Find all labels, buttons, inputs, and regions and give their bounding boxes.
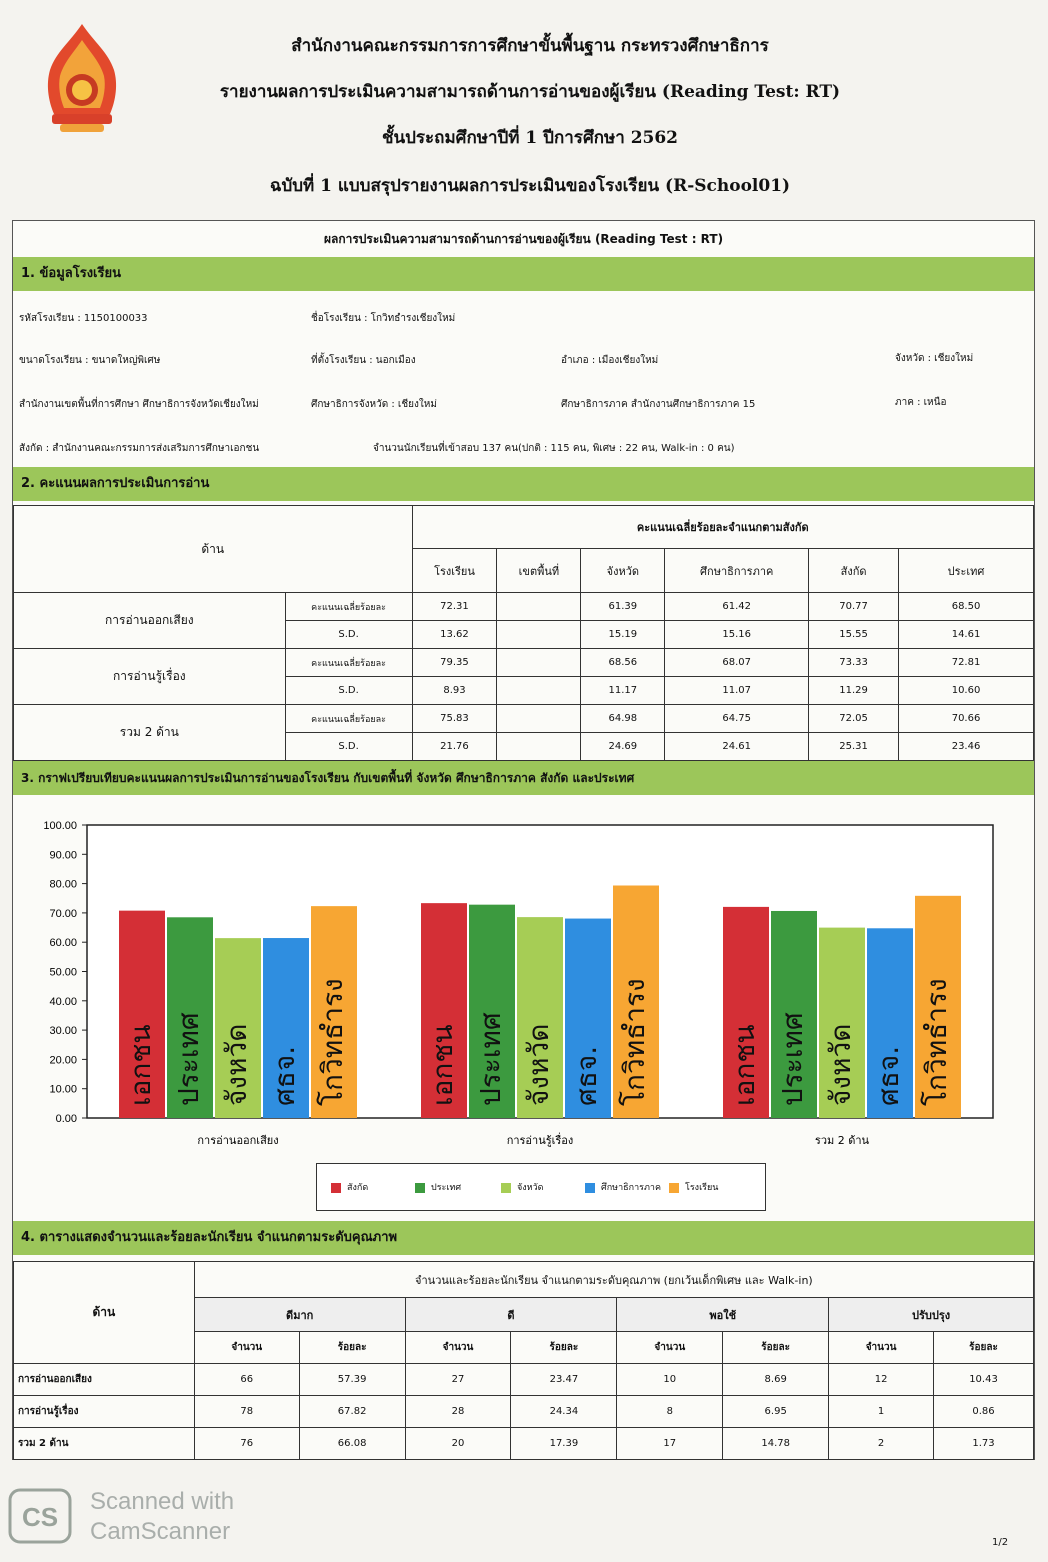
legend-item <box>669 1180 718 1194</box>
count-header: จำนวน <box>829 1332 934 1364</box>
percent-header: ร้อยละ <box>511 1332 617 1364</box>
legend-swatch <box>415 1183 425 1193</box>
cell: 15.16 <box>665 621 809 649</box>
cell: 24.69 <box>581 733 665 761</box>
legend-label: ประเทศ <box>431 1183 462 1193</box>
mean-label: คะแนนเฉลี่ยร้อยละ <box>285 705 412 733</box>
cell: 17.39 <box>511 1428 617 1460</box>
cell: 72.81 <box>899 649 1034 677</box>
cell: 61.42 <box>665 593 809 621</box>
bar-label: เอกชน <box>426 1024 459 1106</box>
cell: 14.61 <box>899 621 1034 649</box>
bar-label: เอกชน <box>124 1024 157 1106</box>
cell: 57.39 <box>299 1364 405 1396</box>
cell: 13.62 <box>412 621 497 649</box>
y-tick-label: 10.00 <box>49 1083 77 1096</box>
cell: 64.75 <box>665 705 809 733</box>
cell <box>497 593 581 621</box>
cell: 70.77 <box>809 593 899 621</box>
cell: 24.34 <box>511 1396 617 1428</box>
y-tick-label: 80.00 <box>49 878 77 891</box>
row-aspect-name: การอ่านรู้เรื่อง <box>14 649 286 705</box>
cell: 1 <box>829 1396 934 1428</box>
header-line-4: ฉบับที่ 1 แบบสรุปรายงานผลการประเมินของโรงเรียน (R-School01) <box>269 176 791 196</box>
y-tick-label: 100.00 <box>43 820 77 832</box>
group-header: คะแนนเฉลี่ยร้อยละจำแนกตามสังกัด <box>412 506 1033 549</box>
percent-header: ร้อยละ <box>934 1332 1034 1364</box>
cell: 28 <box>405 1396 511 1428</box>
cell <box>497 733 581 761</box>
group-header: จำนวนและร้อยละนักเรียน จำแนกตามระดับคุณภาพ (ยกเว้นเด็กพิเศษ และ Walk-in) <box>194 1262 1033 1298</box>
cell: 6.95 <box>723 1396 829 1428</box>
level-very-good: ดีมาก <box>194 1298 405 1332</box>
row-aspect-name: รวม 2 ด้าน <box>14 1428 195 1460</box>
count-header: จำนวน <box>194 1332 299 1364</box>
cell: 8 <box>617 1396 723 1428</box>
bar-label: จังหวัด <box>522 1023 555 1106</box>
aspect-header: ด้าน <box>14 1262 195 1364</box>
cell: 2 <box>829 1428 934 1460</box>
y-tick-label: 60.00 <box>49 937 77 950</box>
cell: 21.76 <box>412 733 497 761</box>
camscanner-logo-icon <box>8 1488 72 1544</box>
legend-label: ศึกษาธิการภาค <box>601 1183 661 1193</box>
cell: 73.33 <box>809 649 899 677</box>
page-number: 1/2 <box>992 1537 1009 1548</box>
cell: 66.08 <box>299 1428 405 1460</box>
bar-label: จังหวัด <box>824 1023 857 1106</box>
cell: 67.82 <box>299 1396 405 1428</box>
region: ภาค : เหนือ <box>895 397 947 408</box>
bar-label: ศธจ. <box>872 1045 905 1106</box>
school-district: อำเภอ : เมืองเชียงใหม่ <box>561 355 659 366</box>
scanned-line-1: Scanned with <box>90 1488 235 1515</box>
bar-label: จังหวัด <box>220 1023 253 1106</box>
x-category-label: การอ่านออกเสียง <box>197 1134 279 1147</box>
bar-label: ศธจ. <box>570 1045 603 1106</box>
percent-header: ร้อยละ <box>723 1332 829 1364</box>
bar-label: โกวิทธำรง <box>920 978 953 1106</box>
aspect-header: ด้าน <box>14 506 413 593</box>
report-title: ผลการประเมินความสามารถด้านการอ่านของผู้เรียน (Reading Test : RT) <box>13 221 1034 258</box>
x-category-label: การอ่านรู้เรื่อง <box>506 1134 574 1147</box>
cell: 8.93 <box>412 677 497 705</box>
col-province: จังหวัด <box>581 549 665 593</box>
cell: 64.98 <box>581 705 665 733</box>
count-header: จำนวน <box>617 1332 723 1364</box>
quality-level-table <box>13 1261 1034 1460</box>
cell <box>497 649 581 677</box>
cell <box>497 621 581 649</box>
bar-label: เอกชน <box>728 1024 761 1106</box>
cell: 68.56 <box>581 649 665 677</box>
cell: 72.31 <box>412 593 497 621</box>
cell: 20 <box>405 1428 511 1460</box>
cell: 0.86 <box>934 1396 1034 1428</box>
school-code: รหัสโรงเรียน : 1150100033 <box>19 313 148 324</box>
section-2-title: 2. คะแนนผลการประเมินการอ่าน <box>13 467 1034 501</box>
row-aspect-name: การอ่านออกเสียง <box>14 593 286 649</box>
bar-label: ประเทศ <box>776 1012 809 1106</box>
school-size: ขนาดโรงเรียน : ขนาดใหญ่พิเศษ <box>19 355 161 366</box>
level-improve: ปรับปรุง <box>829 1298 1034 1332</box>
cell: 15.19 <box>581 621 665 649</box>
cell: 61.39 <box>581 593 665 621</box>
legend-swatch <box>585 1183 595 1193</box>
y-tick-label: 40.00 <box>49 995 77 1008</box>
mean-label: คะแนนเฉลี่ยร้อยละ <box>285 593 412 621</box>
cell: 11.07 <box>665 677 809 705</box>
report-header <box>0 0 1048 215</box>
row-aspect-name: การอ่านรู้เรื่อง <box>14 1396 195 1428</box>
school-location: ที่ตั้งโรงเรียน : นอกเมือง <box>311 355 416 366</box>
scanned-line-2: CamScanner <box>90 1518 231 1545</box>
cell <box>497 677 581 705</box>
reading-score-table <box>13 505 1034 761</box>
affiliation: สังกัด : สำนักงานคณะกรรมการส่งเสริมการศึกษาเอกชน <box>19 443 260 454</box>
legend-swatch <box>501 1183 511 1193</box>
bar-label: ประเทศ <box>474 1012 507 1106</box>
col-affiliation: สังกัด <box>809 549 899 593</box>
header-line-2: รายงานผลการประเมินความสามารถด้านการอ่านของผู้เรียน (Reading Test: RT) <box>219 82 841 102</box>
header-line-3: ชั้นประถมศึกษาปีที่ 1 ปีการศึกษา 2562 <box>381 128 679 148</box>
cell <box>497 705 581 733</box>
legend-item <box>501 1180 544 1194</box>
cell: 10.43 <box>934 1364 1034 1396</box>
section-4-title: 4. ตารางแสดงจำนวนและร้อยละนักเรียน จำแนกตามระดับคุณภาพ <box>13 1221 1034 1255</box>
cell: 68.07 <box>665 649 809 677</box>
legend-label: โรงเรียน <box>685 1183 719 1193</box>
y-tick-label: 20.00 <box>49 1054 77 1067</box>
level-fair: พอใช้ <box>617 1298 829 1332</box>
y-tick-label: 90.00 <box>49 849 77 862</box>
legend-item <box>585 1180 661 1194</box>
cell: 72.05 <box>809 705 899 733</box>
sd-label: S.D. <box>285 733 412 761</box>
bar-label: ศธจ. <box>268 1045 301 1106</box>
legend-label: จังหวัด <box>517 1183 544 1193</box>
report-frame <box>12 220 1035 1460</box>
provincial-edu: ศึกษาธิการจังหวัด : เชียงใหม่ <box>311 399 437 410</box>
col-school: โรงเรียน <box>412 549 497 593</box>
bar-label: โกวิทธำรง <box>316 978 349 1106</box>
legend-swatch <box>331 1183 341 1193</box>
cell: 24.61 <box>665 733 809 761</box>
chart-legend <box>316 1163 766 1211</box>
col-country: ประเทศ <box>899 549 1034 593</box>
cell: 23.47 <box>511 1364 617 1396</box>
section-1-title: 1. ข้อมูลโรงเรียน <box>13 257 1034 291</box>
y-tick-label: 50.00 <box>49 966 77 979</box>
school-name: ชื่อโรงเรียน : โกวิทธำรงเชียงใหม่ <box>311 313 456 324</box>
y-tick-label: 0.00 <box>55 1113 77 1125</box>
obec-emblem-icon <box>40 22 124 142</box>
regional-edu: ศึกษาธิการภาค สำนักงานศึกษาธิการภาค 15 <box>561 399 756 410</box>
reading-comparison-chart <box>13 811 1034 1216</box>
cell: 8.69 <box>723 1364 829 1396</box>
header-line-1: สำนักงานคณะกรรมการการศึกษาขั้นพื้นฐาน กระทรวงศึกษาธิการ <box>291 36 769 56</box>
cell: 15.55 <box>809 621 899 649</box>
bar-label: ประเทศ <box>172 1012 205 1106</box>
legend-item <box>331 1180 368 1194</box>
col-regional: ศึกษาธิการภาค <box>665 549 809 593</box>
section-3-title: 3. กราฟเปรียบเทียบคะแนนผลการประเมินการอ่านของโรงเรียน กับเขตพื้นที่ จังหวัด ศึกษาธิการภาค สังกัด และประเทศ <box>13 761 1034 795</box>
count-header: จำนวน <box>405 1332 511 1364</box>
row-aspect-name: รวม 2 ด้าน <box>14 705 286 761</box>
row-aspect-name: การอ่านออกเสียง <box>14 1364 195 1396</box>
student-count: จำนวนนักเรียนที่เข้าสอบ 137 คน(ปกติ : 115 คน, พิเศษ : 22 คน, Walk-in : 0 คน) <box>373 443 735 454</box>
cell: 70.66 <box>899 705 1034 733</box>
cell: 10.60 <box>899 677 1034 705</box>
legend-label: สังกัด <box>347 1183 369 1193</box>
camscanner-watermark <box>8 1486 308 1546</box>
area-office: สำนักงานเขตพื้นที่การศึกษา ศึกษาธิการจังหวัดเชียงใหม่ <box>19 399 259 410</box>
sd-label: S.D. <box>285 677 412 705</box>
x-category-label: รวม 2 ด้าน <box>814 1134 870 1147</box>
y-tick-label: 70.00 <box>49 907 77 920</box>
cell: 11.29 <box>809 677 899 705</box>
cell: 78 <box>194 1396 299 1428</box>
cell: 17 <box>617 1428 723 1460</box>
bar-label: โกวิทธำรง <box>618 978 651 1106</box>
cell: 14.78 <box>723 1428 829 1460</box>
cell: 10 <box>617 1364 723 1396</box>
cell: 11.17 <box>581 677 665 705</box>
cell: 68.50 <box>899 593 1034 621</box>
percent-header: ร้อยละ <box>299 1332 405 1364</box>
cell: 23.46 <box>899 733 1034 761</box>
cell: 25.31 <box>809 733 899 761</box>
cell: 76 <box>194 1428 299 1460</box>
cell: 79.35 <box>412 649 497 677</box>
school-province: จังหวัด : เชียงใหม่ <box>895 353 974 364</box>
svg-text:CS: CS <box>21 1502 59 1532</box>
cell: 75.83 <box>412 705 497 733</box>
cell: 1.73 <box>934 1428 1034 1460</box>
y-tick-label: 30.00 <box>49 1025 77 1038</box>
cell: 12 <box>829 1364 934 1396</box>
sd-label: S.D. <box>285 621 412 649</box>
cell: 66 <box>194 1364 299 1396</box>
legend-swatch <box>669 1183 679 1193</box>
legend-item <box>415 1180 461 1194</box>
col-area: เขตพื้นที่ <box>497 549 581 593</box>
mean-label: คะแนนเฉลี่ยร้อยละ <box>285 649 412 677</box>
cell: 27 <box>405 1364 511 1396</box>
level-good: ดี <box>405 1298 617 1332</box>
